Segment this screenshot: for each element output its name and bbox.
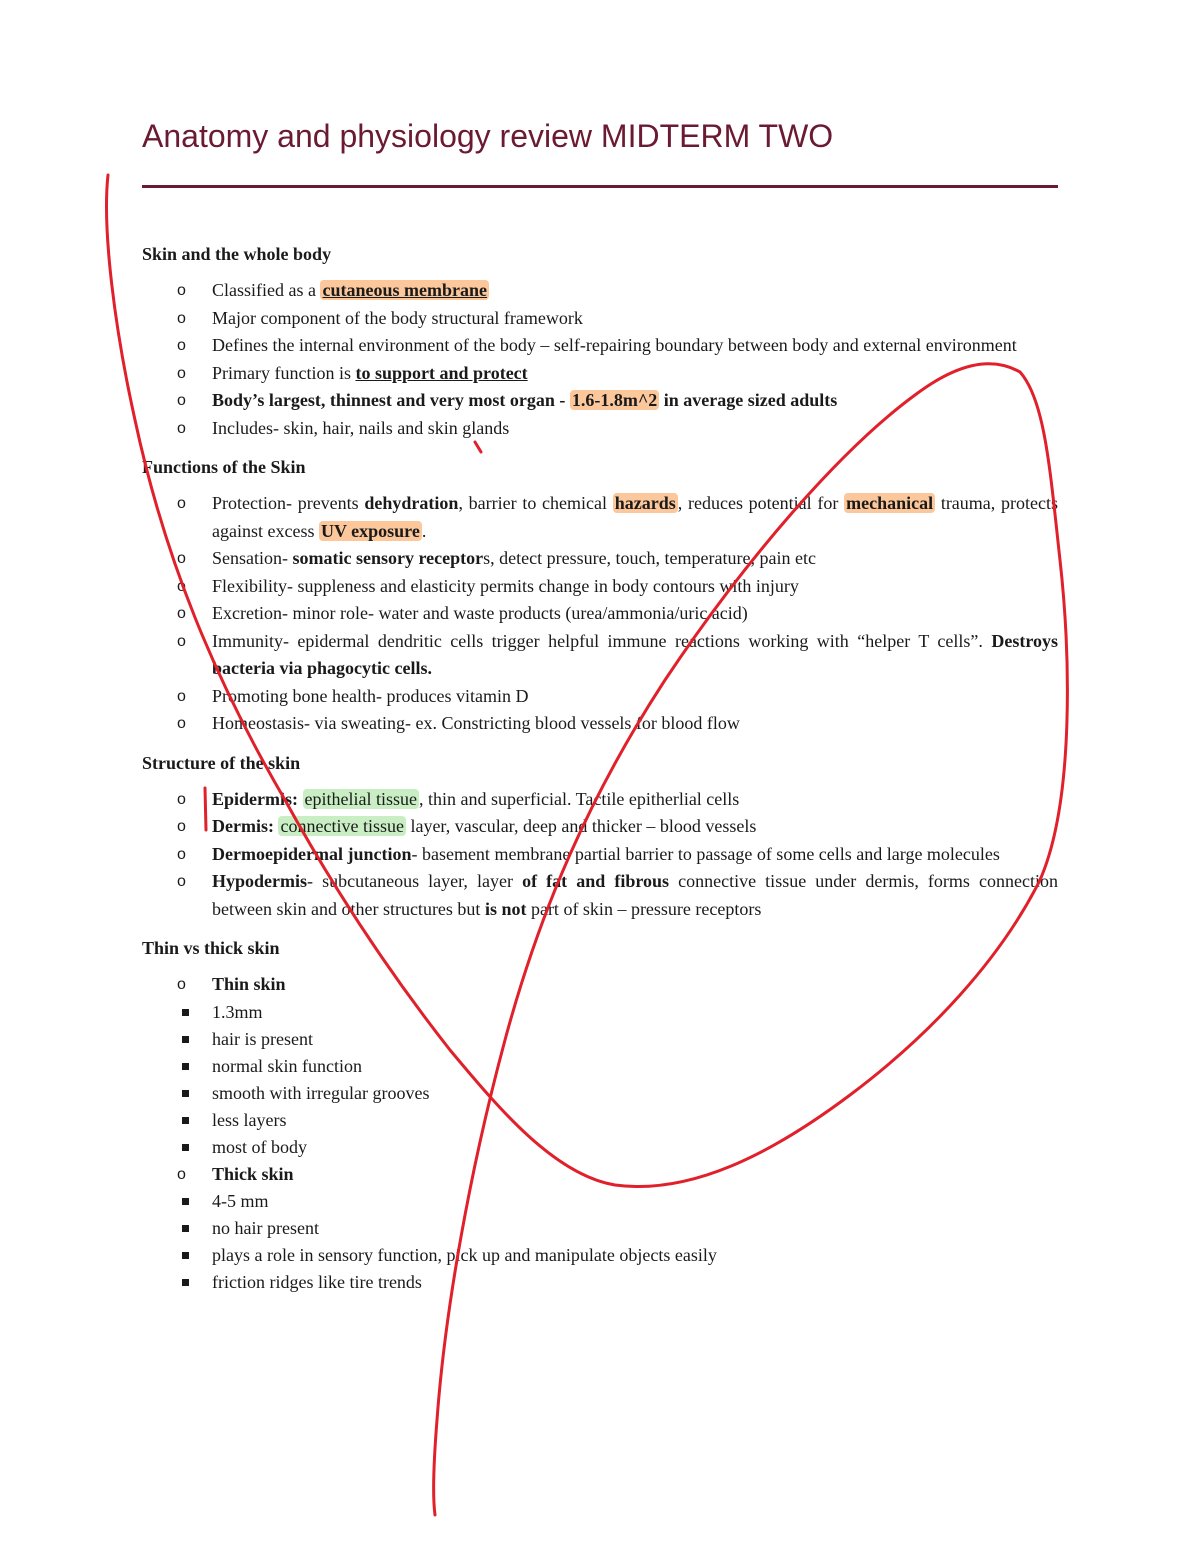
bullet-icon: o: [177, 577, 186, 595]
list-item: o Flexibility- suppleness and elasticity permits change in body contours with injury: [142, 573, 1058, 601]
list-item-thick-skin: o Thick skin 4-5 mm no hair present plays a role in sensory function, pick up and manipulate objects easily friction ridges like tire trends: [142, 1161, 1058, 1297]
functions-list: [142, 490, 1058, 738]
section-heading-functions: Functions of the Skin: [142, 457, 306, 477]
list-item: o Major component of the body structural framework: [142, 305, 1058, 333]
list-item: o Protection- prevents dehydration, barrier to chemical hazards , reduces potential for mechanical trauma, protects against excess UV exposure .: [142, 490, 1058, 545]
sub-list-item: less layers: [142, 1107, 1058, 1134]
sub-list-item: friction ridges like tire trends: [142, 1269, 1058, 1296]
sub-list-item: normal skin function: [142, 1053, 1058, 1080]
list-item: o Epidermis: epithelial tissue , thin and superficial. Tactile epitherlial cells: [142, 786, 1058, 814]
list-item: o Hypodermis- subcutaneous layer, layer of fat and fibrous connective tissue under dermis, forms connection between skin and other structures but is not part of skin – pressure receptors: [142, 868, 1058, 923]
bullet-icon: o: [177, 605, 186, 622]
square-bullet-icon: [182, 1117, 189, 1124]
document-body: [142, 243, 1058, 1296]
bullet-icon: o: [177, 550, 186, 567]
bullet-icon: o: [177, 790, 186, 808]
section-heading-thin-thick: Thin vs thick skin: [142, 938, 280, 958]
list-item: o Immunity- epidermal dendritic cells trigger helpful immune reactions working with “helper T cells”. Destroys bacteria via phagocytic cells.: [142, 628, 1058, 683]
list-item: o Excretion- minor role- water and waste products (urea/ammonia/uric acid): [142, 600, 1058, 628]
list-item: o Includes- skin, hair, nails and skin glands: [142, 415, 1058, 443]
thin-skin-sublist: [142, 999, 1058, 1161]
bullet-icon: o: [177, 687, 186, 705]
section-heading-skin: Skin and the whole body: [142, 244, 332, 264]
list-item: o Sensation- somatic sensory receptors, detect pressure, touch, temperature, pain etc: [142, 545, 1058, 573]
list-item: o Dermoepidermal junction- basement membrane partial barrier to passage of some cells and large molecules: [142, 841, 1058, 869]
bullet-icon: o: [177, 845, 186, 863]
structure-list: [142, 786, 1058, 924]
list-item-thin-skin: o Thin skin 1.3mm hair is present normal skin function smooth with irregular grooves less layers most of body: [142, 971, 1058, 1161]
skin-list: [142, 277, 1058, 442]
sub-list-item: plays a role in sensory function, pick up and manipulate objects easily: [142, 1242, 1058, 1269]
section-heading-structure: Structure of the skin: [142, 752, 301, 773]
square-bullet-icon: [182, 1063, 189, 1070]
list-item: o Classified as a cutaneous membrane: [142, 277, 1058, 305]
sub-list-item: no hair present: [142, 1215, 1058, 1242]
list-item: o Body’s largest, thinnest and very most organ - 1.6-1.8m^2 in average sized adults: [142, 387, 1058, 415]
bullet-icon: o: [177, 364, 186, 382]
bullet-icon: o: [177, 419, 186, 437]
bullet-icon: o: [177, 392, 186, 409]
bullet-icon: o: [177, 495, 186, 512]
bullet-icon: o: [177, 818, 186, 835]
bullet-icon: o: [177, 1165, 186, 1183]
list-item: o Homeostasis- via sweating- ex. Constricting blood vessels for blood flow: [142, 710, 1058, 738]
list-item: o Dermis: connective tissue layer, vascular, deep and thicker – blood vessels: [142, 813, 1058, 841]
list-item: o Primary function is to support and protect: [142, 360, 1058, 388]
page-title: Anatomy and physiology review MIDTERM TWO: [142, 118, 834, 154]
square-bullet-icon: [182, 1009, 189, 1016]
thin-thick-list: [142, 971, 1058, 1296]
square-bullet-icon: [182, 1198, 189, 1205]
sub-list-item: 4-5 mm: [142, 1188, 1058, 1215]
bullet-icon: o: [177, 873, 186, 890]
bullet-icon: o: [177, 309, 186, 327]
sub-list-item: 1.3mm: [142, 999, 1058, 1026]
bullet-icon: o: [177, 337, 186, 354]
thick-skin-sublist: [142, 1188, 1058, 1296]
square-bullet-icon: [182, 1036, 189, 1043]
square-bullet-icon: [182, 1279, 189, 1286]
title-rule: [142, 185, 1058, 188]
list-item: o Defines the internal environment of the body – self-repairing boundary between body and external environment: [142, 332, 1058, 360]
square-bullet-icon: [182, 1090, 189, 1097]
bullet-icon: o: [177, 715, 186, 732]
square-bullet-icon: [182, 1252, 189, 1259]
bullet-icon: o: [177, 632, 186, 650]
bullet-icon: o: [177, 976, 186, 993]
sub-list-item: hair is present: [142, 1026, 1058, 1053]
list-item: o Promoting bone health- produces vitamin D: [142, 683, 1058, 711]
square-bullet-icon: [182, 1225, 189, 1232]
bullet-icon: o: [177, 282, 186, 299]
sub-list-item: smooth with irregular grooves: [142, 1080, 1058, 1107]
sub-list-item: most of body: [142, 1134, 1058, 1161]
square-bullet-icon: [182, 1144, 189, 1151]
